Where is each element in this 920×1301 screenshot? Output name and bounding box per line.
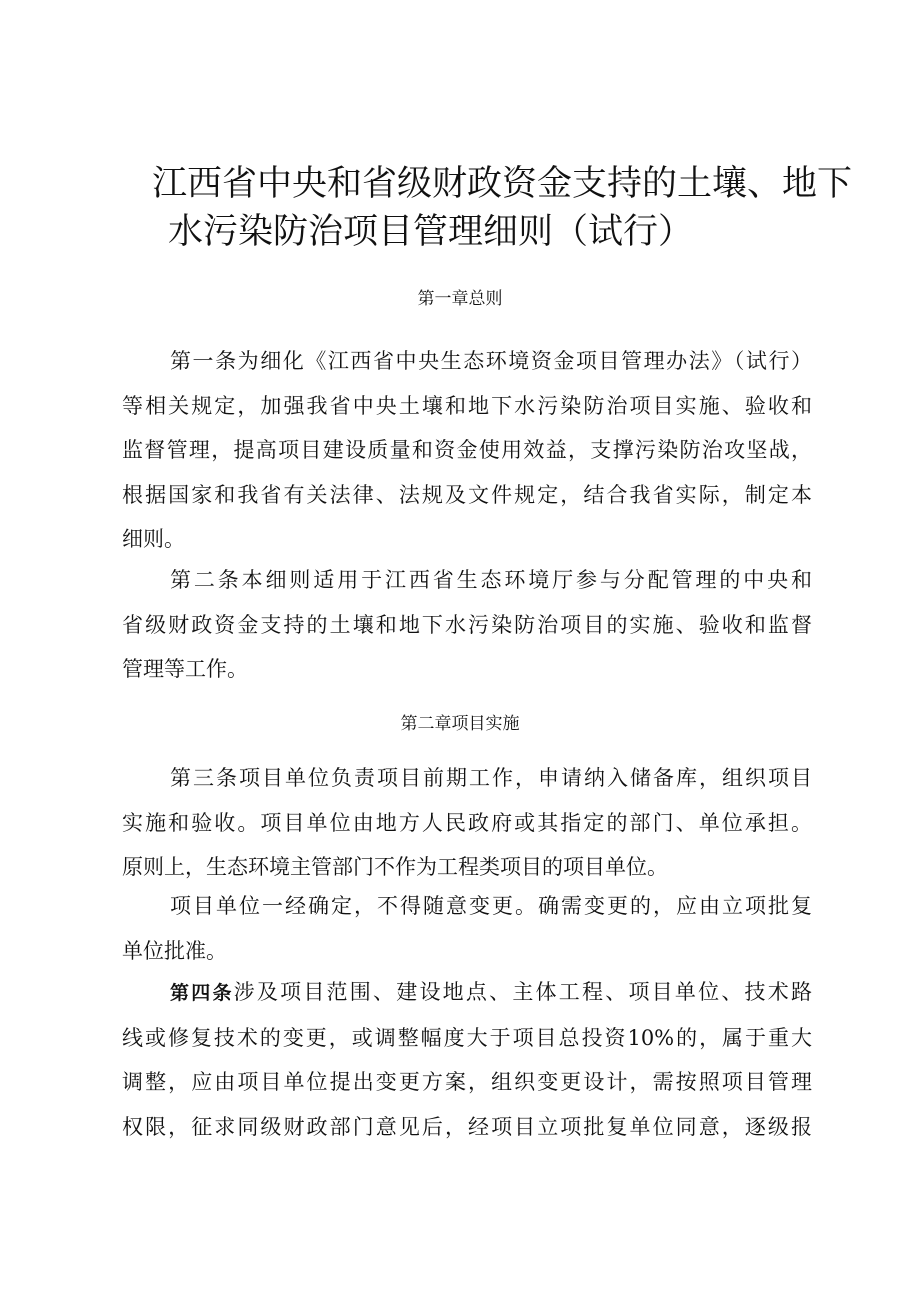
article-3-supplement-line: 项目单位一经确定，不得随意变更。确需变更的，应由立项批复	[170, 894, 812, 918]
article-2	[122, 558, 812, 692]
chapter-2-heading: 第二章项目实施	[400, 714, 520, 734]
title-line-1: 江西省中央和省级财政资金支持的土壤、地下	[152, 164, 853, 204]
article-1-line: 第一条为细化《江西省中央生态环境资金项目管理办法》（试行）	[170, 349, 812, 373]
article-3-line: 原则上，生态环境主管部门不作为工程类项目的项目单位。	[122, 855, 668, 879]
article-1-line: 细则。	[122, 527, 185, 551]
article-4-line: 权限，征求同级财政部门意见后，经项目立项批复单位同意，逐级报	[122, 1114, 812, 1139]
chapter-1-heading: 第一章总则	[417, 289, 503, 309]
article-2-line: 第二条本细则适用于江西省生态环境厅参与分配管理的中央和	[170, 568, 812, 592]
article-1	[122, 339, 812, 562]
document-title	[152, 160, 853, 256]
article-2-line: 管理等工作。	[122, 657, 248, 681]
title-line-2: 水污染防治项目管理细则（试行）	[168, 212, 694, 252]
article-4-label: 第四条	[170, 982, 234, 1004]
article-4-line: 线或修复技术的变更，或调整幅度大于项目总投资10%的，属于重大	[122, 1025, 812, 1050]
article-3-line: 实施和验收。项目单位由地方人民政府或其指定的部门、单位承担。	[122, 810, 812, 835]
article-3-supplement-line: 单位批准。	[122, 938, 227, 963]
article-3-line: 第三条项目单位负责项目前期工作，申请纳入储备库，组织项目	[170, 766, 812, 790]
article-3	[122, 756, 812, 890]
article-1-line: 根据国家和我省有关法律、法规及文件规定，结合我省实际，制定本	[122, 482, 812, 507]
article-4-line	[122, 970, 812, 1016]
article-4-line-1-text: 涉及项目范围、建设地点、主体工程、项目单位、技术路	[233, 980, 812, 1004]
article-4-line: 调整，应由项目单位提出变更方案，组织变更设计，需按照项目管理	[122, 1070, 812, 1094]
article-2-line: 省级财政资金支持的土壤和地下水污染防治项目的实施、验收和监督	[122, 612, 812, 637]
article-1-line: 等相关规定，加强我省中央土壤和地下水污染防治项目实施、验收和	[122, 393, 812, 418]
article-1-line: 监督管理，提高项目建设质量和资金使用效益，支撑污染防治攻坚战，	[122, 438, 812, 462]
article-4	[122, 970, 812, 1149]
article-3-supplement	[122, 884, 812, 973]
